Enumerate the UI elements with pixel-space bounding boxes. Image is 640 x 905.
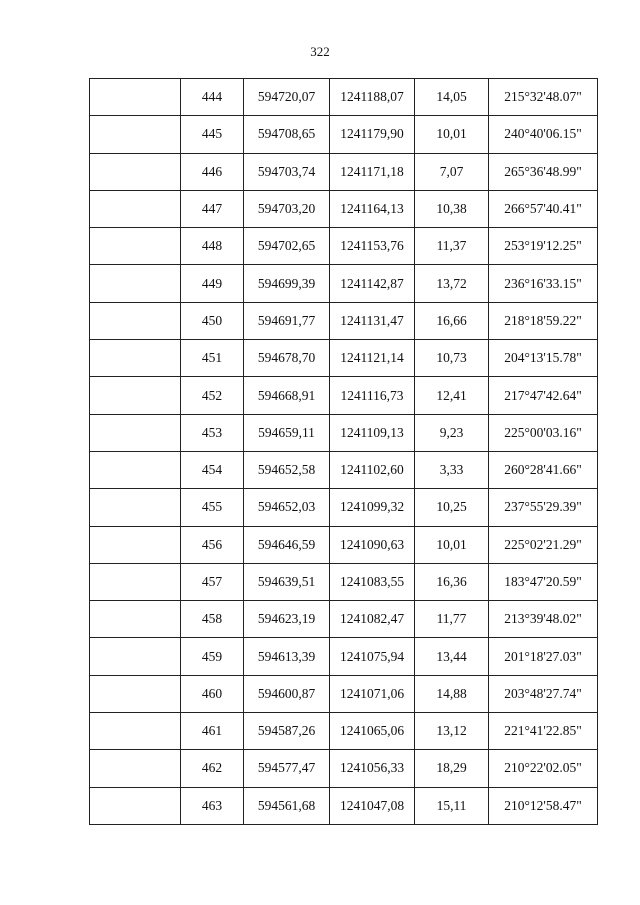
bearing-cell: 215°32'48.07" xyxy=(489,79,598,116)
blank-cell xyxy=(90,638,181,675)
blank-cell xyxy=(90,265,181,302)
x-coordinate-cell: 594623,19 xyxy=(244,601,330,638)
distance-cell: 10,38 xyxy=(415,190,489,227)
point-number-cell: 459 xyxy=(181,638,244,675)
blank-cell xyxy=(90,489,181,526)
table-row xyxy=(90,414,598,451)
bearing-cell: 210°22'02.05" xyxy=(489,750,598,787)
x-coordinate-cell: 594668,91 xyxy=(244,377,330,414)
table-row xyxy=(90,713,598,750)
bearing-cell: 221°41'22.85" xyxy=(489,713,598,750)
table-row xyxy=(90,228,598,265)
point-number-cell: 450 xyxy=(181,302,244,339)
blank-cell xyxy=(90,377,181,414)
y-coordinate-cell: 1241083,55 xyxy=(330,563,415,600)
blank-cell xyxy=(90,190,181,227)
point-number-cell: 445 xyxy=(181,116,244,153)
bearing-cell: 240°40'06.15" xyxy=(489,116,598,153)
table-row xyxy=(90,340,598,377)
y-coordinate-cell: 1241056,33 xyxy=(330,750,415,787)
bearing-cell: 265°36'48.99" xyxy=(489,153,598,190)
point-number-cell: 457 xyxy=(181,563,244,600)
table-row xyxy=(90,302,598,339)
blank-cell xyxy=(90,451,181,488)
bearing-cell: 266°57'40.41" xyxy=(489,190,598,227)
bearing-cell: 201°18'27.03" xyxy=(489,638,598,675)
distance-cell: 13,12 xyxy=(415,713,489,750)
distance-cell: 16,66 xyxy=(415,302,489,339)
table-row xyxy=(90,638,598,675)
x-coordinate-cell: 594678,70 xyxy=(244,340,330,377)
y-coordinate-cell: 1241188,07 xyxy=(330,79,415,116)
x-coordinate-cell: 594702,65 xyxy=(244,228,330,265)
distance-cell: 10,25 xyxy=(415,489,489,526)
y-coordinate-cell: 1241179,90 xyxy=(330,116,415,153)
point-number-cell: 446 xyxy=(181,153,244,190)
blank-cell xyxy=(90,750,181,787)
table-row xyxy=(90,377,598,414)
y-coordinate-cell: 1241071,06 xyxy=(330,675,415,712)
x-coordinate-cell: 594577,47 xyxy=(244,750,330,787)
blank-cell xyxy=(90,713,181,750)
bearing-cell: 236°16'33.15" xyxy=(489,265,598,302)
point-number-cell: 449 xyxy=(181,265,244,302)
distance-cell: 15,11 xyxy=(415,787,489,824)
y-coordinate-cell: 1241153,76 xyxy=(330,228,415,265)
y-coordinate-cell: 1241082,47 xyxy=(330,601,415,638)
distance-cell: 7,07 xyxy=(415,153,489,190)
table-row xyxy=(90,489,598,526)
bearing-cell: 213°39'48.02" xyxy=(489,601,598,638)
x-coordinate-cell: 594652,03 xyxy=(244,489,330,526)
point-number-cell: 461 xyxy=(181,713,244,750)
x-coordinate-cell: 594613,39 xyxy=(244,638,330,675)
table-row xyxy=(90,451,598,488)
point-number-cell: 447 xyxy=(181,190,244,227)
bearing-cell: 204°13'15.78" xyxy=(489,340,598,377)
x-coordinate-cell: 594659,11 xyxy=(244,414,330,451)
x-coordinate-cell: 594652,58 xyxy=(244,451,330,488)
y-coordinate-cell: 1241047,08 xyxy=(330,787,415,824)
blank-cell xyxy=(90,675,181,712)
y-coordinate-cell: 1241142,87 xyxy=(330,265,415,302)
blank-cell xyxy=(90,526,181,563)
distance-cell: 14,05 xyxy=(415,79,489,116)
bearing-cell: 203°48'27.74" xyxy=(489,675,598,712)
point-number-cell: 451 xyxy=(181,340,244,377)
point-number-cell: 454 xyxy=(181,451,244,488)
blank-cell xyxy=(90,787,181,824)
page-number: 322 xyxy=(310,44,330,59)
x-coordinate-cell: 594639,51 xyxy=(244,563,330,600)
bearing-cell: 260°28'41.66" xyxy=(489,451,598,488)
point-number-cell: 456 xyxy=(181,526,244,563)
y-coordinate-cell: 1241099,32 xyxy=(330,489,415,526)
x-coordinate-cell: 594703,74 xyxy=(244,153,330,190)
point-number-cell: 458 xyxy=(181,601,244,638)
point-number-cell: 455 xyxy=(181,489,244,526)
table-row xyxy=(90,787,598,824)
distance-cell: 16,36 xyxy=(415,563,489,600)
x-coordinate-cell: 594691,77 xyxy=(244,302,330,339)
bearing-cell: 183°47'20.59" xyxy=(489,563,598,600)
blank-cell xyxy=(90,302,181,339)
bearing-cell: 210°12'58.47" xyxy=(489,787,598,824)
point-number-cell: 448 xyxy=(181,228,244,265)
x-coordinate-cell: 594703,20 xyxy=(244,190,330,227)
coordinates-table xyxy=(89,78,598,825)
table-row xyxy=(90,116,598,153)
point-number-cell: 460 xyxy=(181,675,244,712)
y-coordinate-cell: 1241164,13 xyxy=(330,190,415,227)
x-coordinate-cell: 594587,26 xyxy=(244,713,330,750)
bearing-cell: 218°18'59.22" xyxy=(489,302,598,339)
y-coordinate-cell: 1241121,14 xyxy=(330,340,415,377)
bearing-cell: 225°00'03.16" xyxy=(489,414,598,451)
table-row xyxy=(90,526,598,563)
bearing-cell: 253°19'12.25" xyxy=(489,228,598,265)
bearing-cell: 237°55'29.39" xyxy=(489,489,598,526)
distance-cell: 10,01 xyxy=(415,116,489,153)
blank-cell xyxy=(90,601,181,638)
bearing-cell: 217°47'42.64" xyxy=(489,377,598,414)
y-coordinate-cell: 1241171,18 xyxy=(330,153,415,190)
distance-cell: 9,23 xyxy=(415,414,489,451)
x-coordinate-cell: 594720,07 xyxy=(244,79,330,116)
table-row xyxy=(90,601,598,638)
blank-cell xyxy=(90,116,181,153)
y-coordinate-cell: 1241075,94 xyxy=(330,638,415,675)
distance-cell: 3,33 xyxy=(415,451,489,488)
y-coordinate-cell: 1241109,13 xyxy=(330,414,415,451)
blank-cell xyxy=(90,563,181,600)
point-number-cell: 452 xyxy=(181,377,244,414)
table-body xyxy=(90,79,598,825)
table-row xyxy=(90,563,598,600)
blank-cell xyxy=(90,414,181,451)
table-row xyxy=(90,675,598,712)
y-coordinate-cell: 1241065,06 xyxy=(330,713,415,750)
y-coordinate-cell: 1241116,73 xyxy=(330,377,415,414)
y-coordinate-cell: 1241131,47 xyxy=(330,302,415,339)
x-coordinate-cell: 594699,39 xyxy=(244,265,330,302)
point-number-cell: 462 xyxy=(181,750,244,787)
x-coordinate-cell: 594600,87 xyxy=(244,675,330,712)
distance-cell: 10,73 xyxy=(415,340,489,377)
x-coordinate-cell: 594646,59 xyxy=(244,526,330,563)
blank-cell xyxy=(90,228,181,265)
point-number-cell: 453 xyxy=(181,414,244,451)
distance-cell: 18,29 xyxy=(415,750,489,787)
distance-cell: 11,77 xyxy=(415,601,489,638)
bearing-cell: 225°02'21.29" xyxy=(489,526,598,563)
distance-cell: 13,44 xyxy=(415,638,489,675)
y-coordinate-cell: 1241090,63 xyxy=(330,526,415,563)
blank-cell xyxy=(90,79,181,116)
distance-cell: 14,88 xyxy=(415,675,489,712)
distance-cell: 13,72 xyxy=(415,265,489,302)
distance-cell: 11,37 xyxy=(415,228,489,265)
distance-cell: 10,01 xyxy=(415,526,489,563)
x-coordinate-cell: 594561,68 xyxy=(244,787,330,824)
blank-cell xyxy=(90,340,181,377)
x-coordinate-cell: 594708,65 xyxy=(244,116,330,153)
table-row xyxy=(90,265,598,302)
table-row xyxy=(90,190,598,227)
table-row xyxy=(90,79,598,116)
table-row xyxy=(90,153,598,190)
point-number-cell: 463 xyxy=(181,787,244,824)
blank-cell xyxy=(90,153,181,190)
y-coordinate-cell: 1241102,60 xyxy=(330,451,415,488)
point-number-cell: 444 xyxy=(181,79,244,116)
table-row xyxy=(90,750,598,787)
distance-cell: 12,41 xyxy=(415,377,489,414)
